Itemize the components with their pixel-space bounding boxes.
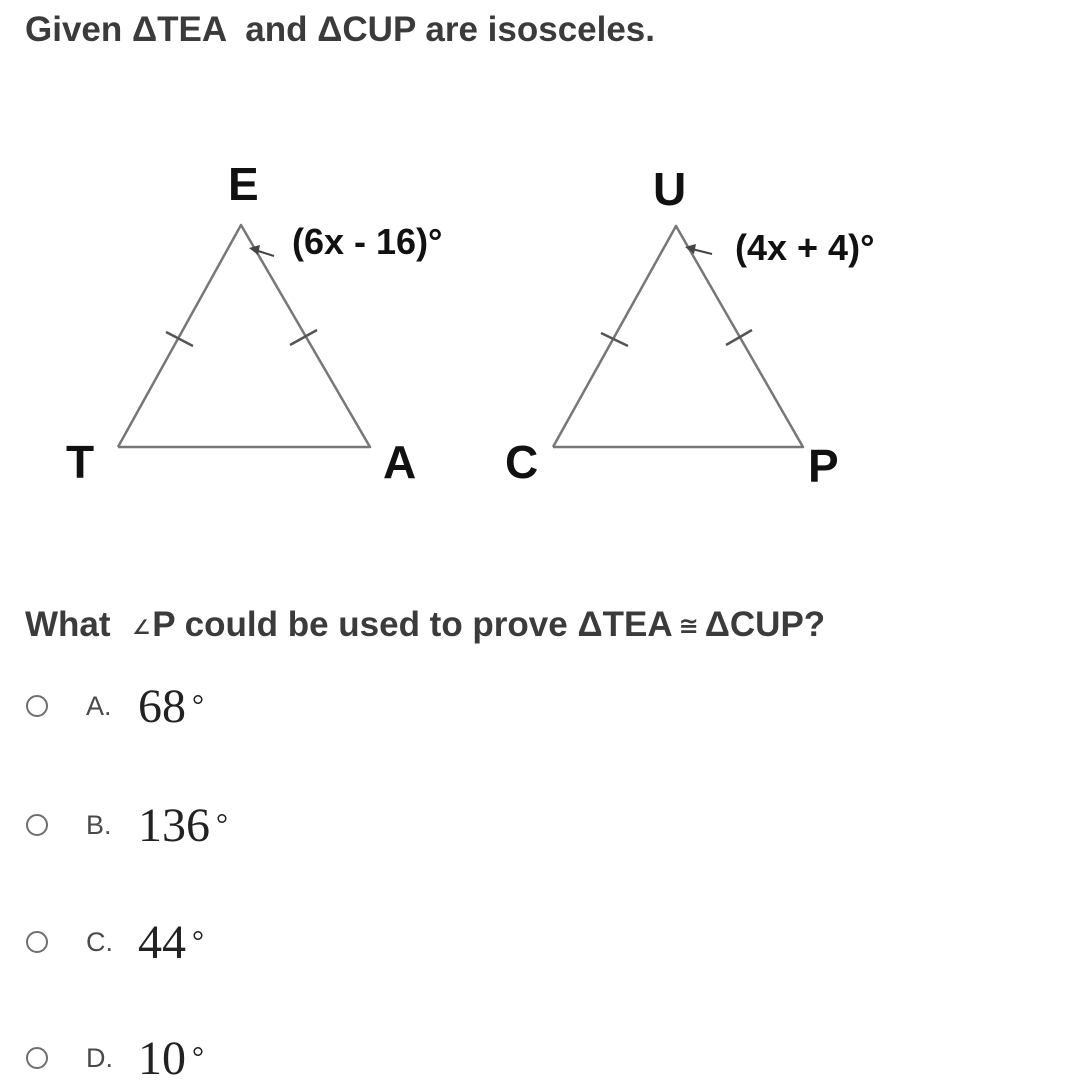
radio-button[interactable]	[26, 814, 48, 836]
question-before: What	[25, 605, 121, 644]
congruent-symbol: ≅	[678, 613, 699, 640]
angle-arrow	[692, 249, 712, 254]
degree-symbol: °	[192, 925, 204, 958]
radio-button[interactable]	[26, 1047, 48, 1069]
tick-mark	[726, 330, 752, 345]
degree-symbol: °	[192, 689, 204, 722]
vertex-label-a: A	[383, 436, 417, 488]
degree-symbol: °	[192, 1041, 204, 1074]
vertex-label-c: C	[505, 436, 539, 488]
option-letter: B.	[86, 809, 112, 840]
vertex-label-t: T	[66, 436, 95, 488]
vertex-label-u: U	[653, 163, 687, 215]
option-letter: D.	[86, 1042, 113, 1073]
option-a[interactable]	[26, 676, 204, 736]
angle-symbol: ∠	[132, 617, 151, 639]
question-after: ΔCUP?	[704, 605, 826, 644]
question-text	[25, 605, 825, 645]
option-d[interactable]	[26, 1028, 204, 1088]
question-prompt: Given ΔTEA and ΔCUP are isosceles.	[25, 10, 655, 49]
triangles-figure	[0, 150, 1091, 500]
option-value: 10	[138, 1031, 186, 1085]
vertex-label-e: E	[228, 158, 259, 210]
option-letter: A.	[86, 690, 112, 721]
option-value: 68	[138, 679, 186, 733]
angle-label-e: (6x - 16)°	[292, 221, 443, 262]
option-c[interactable]	[26, 912, 204, 972]
option-letter: C.	[86, 926, 113, 957]
degree-symbol: °	[216, 808, 228, 841]
option-value: 136	[138, 798, 210, 852]
vertex-label-p: P	[808, 440, 839, 492]
radio-button[interactable]	[26, 695, 48, 717]
question-middle: P could be used to prove ΔTEA	[152, 605, 673, 644]
option-value: 44	[138, 915, 186, 969]
angle-label-u: (4x + 4)°	[735, 227, 875, 268]
radio-button[interactable]	[26, 931, 48, 953]
option-b[interactable]	[26, 795, 228, 855]
